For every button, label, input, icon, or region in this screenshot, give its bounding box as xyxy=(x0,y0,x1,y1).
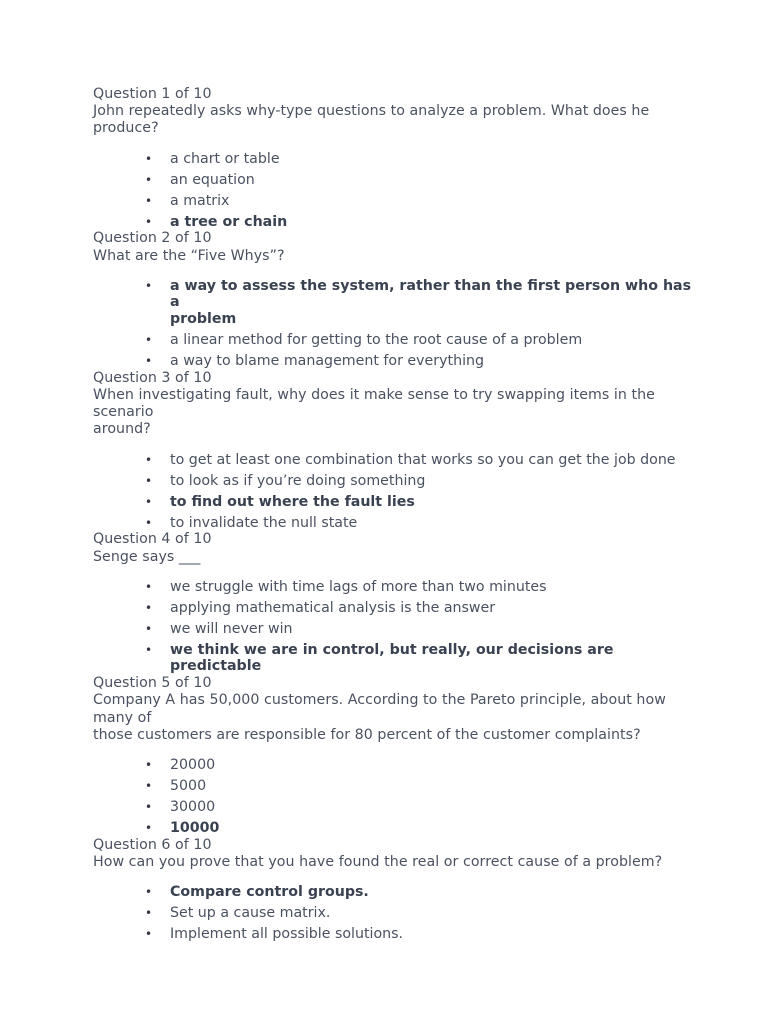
question-text-line: Senge says ___ xyxy=(93,548,201,565)
question-block xyxy=(93,370,693,532)
answer-option-text-line: a way to assess the system, rather than the first person who has a xyxy=(170,277,692,311)
answer-option xyxy=(145,514,693,532)
question-number: Question 2 of 10 xyxy=(93,230,212,247)
answer-option-text: 5000 xyxy=(170,777,207,794)
question-number: Question 1 of 10 xyxy=(93,86,212,102)
question-block xyxy=(93,837,693,943)
question-text xyxy=(93,692,693,744)
answer-option xyxy=(145,620,693,638)
answer-option-text: Compare control groups. xyxy=(170,884,369,901)
bullet-icon: • xyxy=(145,452,153,467)
question-number: Question 4 of 10 xyxy=(93,531,212,548)
answer-option xyxy=(145,332,693,349)
answer-options-list xyxy=(93,579,693,675)
answer-options-list xyxy=(93,452,693,532)
answer-option xyxy=(145,353,693,370)
bullet-icon: • xyxy=(145,473,153,488)
answer-option xyxy=(145,926,693,943)
question-number: Question 5 of 10 xyxy=(93,675,212,692)
answer-options-list xyxy=(93,278,693,370)
question-text-line: John repeatedly asks why-type questions to analyze a problem. What does he xyxy=(93,103,650,120)
question-text-line: What are the “Five Whys”? xyxy=(93,247,285,264)
answer-option xyxy=(145,905,693,922)
answer-option xyxy=(145,756,693,774)
answer-options-list xyxy=(93,884,693,943)
answer-option-text: a way to blame management for everything xyxy=(170,353,485,370)
bullet-icon: • xyxy=(145,778,153,793)
answer-option xyxy=(145,451,693,469)
question-text-line: many of xyxy=(93,709,152,726)
answer-option-correct xyxy=(145,493,693,511)
question-block xyxy=(93,86,693,230)
bullet-icon: • xyxy=(145,193,153,208)
bullet-icon: • xyxy=(145,927,153,942)
bullet-icon: • xyxy=(145,515,153,530)
question-number: Question 6 of 10 xyxy=(93,836,212,853)
answer-option-text: a linear method for getting to the root cause of a problem xyxy=(170,332,583,349)
question-text xyxy=(93,854,693,871)
answer-option xyxy=(145,150,693,168)
question-block xyxy=(93,531,693,675)
answer-option-text: 20000 xyxy=(170,756,216,773)
bullet-icon: • xyxy=(145,642,153,657)
bullet-icon: • xyxy=(145,885,153,900)
answer-option-text: we will never win xyxy=(170,620,293,637)
question-text-line: those customers are responsible for 80 percent of the customer complaints? xyxy=(93,726,641,743)
bullet-icon: • xyxy=(145,494,153,509)
answer-option-text: we think we are in control, but really, our decisions are predictable xyxy=(170,641,614,675)
answer-options-list xyxy=(93,757,693,837)
answer-option xyxy=(145,777,693,795)
answer-option-correct xyxy=(145,641,693,675)
question-text xyxy=(93,387,693,439)
question-text-line: When investigating fault, why does it make sense to try swapping items in the xyxy=(93,387,655,404)
bullet-icon: • xyxy=(145,278,153,293)
bullet-icon: • xyxy=(145,621,153,636)
bullet-icon: • xyxy=(145,151,153,166)
bullet-icon: • xyxy=(145,757,153,772)
answer-option-text: an equation xyxy=(170,171,255,188)
question-text xyxy=(93,248,693,265)
answer-option xyxy=(145,472,693,490)
answer-options-list xyxy=(93,151,693,231)
answer-option-text: a matrix xyxy=(170,192,230,209)
answer-option-text-line: problem xyxy=(170,311,237,328)
question-text-line: How can you prove that you have found the real or correct cause of a problem? xyxy=(93,853,663,870)
question-text-line: Company A has 50,000 customers. According to the Pareto principle, about how xyxy=(93,692,666,709)
answer-option xyxy=(145,578,693,596)
quiz-document xyxy=(93,86,693,943)
answer-option-text: to get at least one combination that works so you can get the job done xyxy=(170,451,676,468)
question-text xyxy=(93,103,693,137)
question-text-line: scenario xyxy=(93,404,154,421)
answer-option-text: to invalidate the null state xyxy=(170,514,358,531)
bullet-icon: • xyxy=(145,799,153,814)
bullet-icon: • xyxy=(145,214,153,229)
answer-option xyxy=(145,192,693,210)
bullet-icon: • xyxy=(145,333,153,348)
answer-option-correct xyxy=(145,884,693,901)
bullet-icon: • xyxy=(145,906,153,921)
answer-option-text: to find out where the fault lies xyxy=(170,493,415,510)
answer-option-text: a chart or table xyxy=(170,150,280,167)
bullet-icon: • xyxy=(145,579,153,594)
answer-option-correct xyxy=(145,213,693,231)
answer-option xyxy=(145,171,693,189)
question-block xyxy=(93,230,693,370)
question-text xyxy=(93,549,693,566)
answer-option xyxy=(145,599,693,617)
answer-option-text: Set up a cause matrix. xyxy=(170,905,331,922)
question-number: Question 3 of 10 xyxy=(93,369,212,386)
answer-option-text: 30000 xyxy=(170,798,216,815)
bullet-icon: • xyxy=(145,354,153,369)
bullet-icon: • xyxy=(145,600,153,615)
answer-option-text xyxy=(170,278,693,328)
answer-option-correct xyxy=(145,819,693,837)
answer-option-text: to look as if you’re doing something xyxy=(170,472,426,489)
answer-option xyxy=(145,798,693,816)
answer-option-correct xyxy=(145,277,693,328)
answer-option-text: a tree or chain xyxy=(170,213,288,230)
answer-option-text: 10000 xyxy=(170,819,220,836)
bullet-icon: • xyxy=(145,172,153,187)
answer-option-text: applying mathematical analysis is the answer xyxy=(170,599,496,616)
question-block xyxy=(93,675,693,837)
answer-option-text: Implement all possible solutions. xyxy=(170,926,404,943)
question-text-line: around? xyxy=(93,421,151,438)
answer-option-text: we struggle with time lags of more than two minutes xyxy=(170,578,547,595)
bullet-icon: • xyxy=(145,820,153,835)
question-text-line: produce? xyxy=(93,120,159,137)
